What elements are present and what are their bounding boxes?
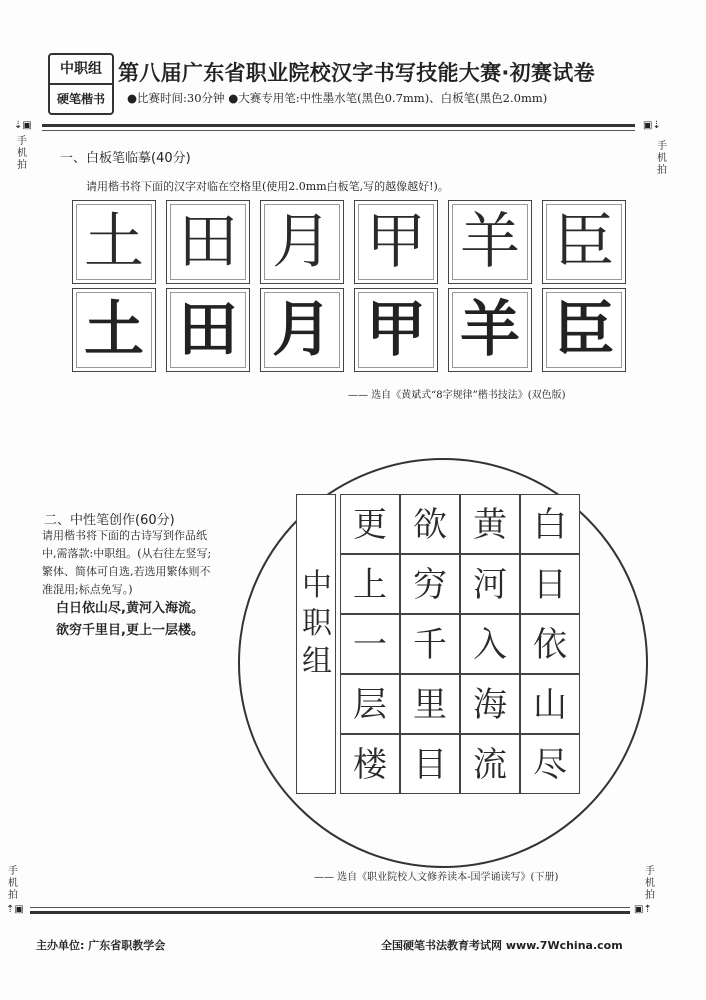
poem-line-1: 白日依山尽,黄河入海流。	[56, 601, 204, 616]
poem-char-cell	[460, 734, 520, 794]
poem-char: 层	[353, 685, 387, 725]
signature-text: 中 职 组	[302, 568, 332, 679]
char-text: 土	[84, 207, 144, 277]
footer-rule	[30, 911, 630, 914]
side-label-bottom-left: 手机拍	[8, 866, 18, 901]
poem-char-cell	[520, 674, 580, 734]
model-char-cell	[260, 200, 344, 284]
copy-char-cell	[72, 288, 156, 372]
side-label-top-right: 手机拍	[657, 141, 667, 176]
poem-char-cell	[460, 674, 520, 734]
poem-char-cell	[520, 614, 580, 674]
badge-group-label: 中职组	[50, 55, 112, 85]
poem-char-cell	[400, 734, 460, 794]
section2-title: 二、中性笔创作(60分)	[44, 513, 175, 528]
char-text: 月	[272, 207, 332, 277]
section2-source: —— 选自《职业院校人文修养读本-国学诵读写》(下册)	[314, 872, 559, 883]
char-text: 臣	[554, 295, 614, 365]
footer-organizer: 主办单位: 广东省职教学会	[36, 939, 166, 952]
group-badge	[48, 53, 114, 115]
side-label-top-left: 手机拍	[17, 136, 27, 171]
model-char-cell	[542, 200, 626, 284]
header-rule-thin	[42, 130, 635, 131]
poem-char-cell	[460, 554, 520, 614]
exam-subtitle: ●比赛时间:30分钟 ●大赛专用笔:中性墨水笔(黑色0.7mm)、白板笔(黑色2.0mm)	[127, 91, 548, 105]
poem-char-cell	[520, 734, 580, 794]
poem-char: 里	[413, 685, 447, 725]
char-text: 田	[178, 207, 238, 277]
char-text: 甲	[366, 207, 426, 277]
poem-char: 河	[473, 565, 507, 605]
poem-char: 穷	[413, 565, 447, 605]
char-text: 土	[84, 295, 144, 365]
camera-arrow-icon: ⇡▣	[6, 904, 24, 915]
char-text: 臣	[554, 207, 614, 277]
char-text: 羊	[460, 207, 520, 277]
char-text: 甲	[366, 295, 426, 365]
model-char-cell	[448, 200, 532, 284]
section1-instruction: 请用楷书将下面的汉字对临在空格里(使用2.0mm白板笔,写的越像越好!)。	[86, 180, 449, 193]
signature-column	[296, 494, 336, 794]
poem-char: 千	[413, 625, 447, 665]
poem-char: 入	[473, 625, 507, 665]
char-text: 羊	[460, 295, 520, 365]
char-text: 田	[178, 295, 238, 365]
poem-char: 海	[473, 685, 507, 725]
poem-char: 尽	[533, 745, 567, 785]
poem-char-cell	[340, 554, 400, 614]
section1-title: 一、白板笔临摹(40分)	[60, 151, 191, 166]
section2-instruction: 请用楷书将下面的古诗写到作品纸中,需落款:中职组。(从右往左竖写;繁体、简体可自选,若选用繁体则不准混用;标点免写。)	[42, 529, 212, 596]
poem-char: 上	[353, 565, 387, 605]
poem-line-2: 欲穷千里目,更上一层楼。	[56, 623, 204, 638]
poem-char: 欲	[413, 505, 447, 545]
badge-style-label: 硬笔楷书	[56, 92, 105, 106]
poem-char: 山	[533, 685, 567, 725]
copy-char-cell	[542, 288, 626, 372]
camera-arrow-icon: ⇣▣	[14, 120, 32, 131]
poem-char-cell	[460, 614, 520, 674]
poem-char-cell	[340, 614, 400, 674]
side-label-bottom-right: 手机拍	[645, 866, 655, 901]
poem-char: 白	[533, 505, 567, 545]
poem-char-cell	[400, 614, 460, 674]
model-char-cell	[166, 200, 250, 284]
header-rule	[42, 124, 635, 127]
poem-char-cell	[340, 734, 400, 794]
footer-rule-thin	[30, 907, 630, 908]
poem-char: 更	[353, 505, 387, 545]
poem-char: 黄	[473, 505, 507, 545]
poem-char-cell	[400, 494, 460, 554]
poem-char: 目	[413, 745, 447, 785]
poem-char-cell	[400, 674, 460, 734]
poem-char: 日	[533, 565, 567, 605]
copy-char-cell	[166, 288, 250, 372]
poem-char-cell	[520, 494, 580, 554]
poem-char: 依	[533, 625, 567, 665]
section1-source: —— 选自《黄斌式“8字规律”楷书技法》(双色版)	[348, 390, 566, 401]
poem-char: 一	[353, 625, 387, 665]
poem-char: 流	[473, 745, 507, 785]
model-char-cell	[354, 200, 438, 284]
poem-char-cell	[460, 494, 520, 554]
copy-char-cell	[354, 288, 438, 372]
poem-char-cell	[520, 554, 580, 614]
model-char-cell	[72, 200, 156, 284]
poem-char-cell	[400, 554, 460, 614]
char-text: 月	[272, 295, 332, 365]
poem-char-cell	[340, 494, 400, 554]
exam-title: 第八届广东省职业院校汉字书写技能大赛·初赛试卷	[118, 61, 595, 85]
camera-arrow-icon: ▣⇣	[643, 120, 661, 131]
poem-char: 楼	[353, 745, 387, 785]
copy-char-cell	[260, 288, 344, 372]
copy-char-cell	[448, 288, 532, 372]
poem-char-cell	[340, 674, 400, 734]
footer-website: 全国硬笔书法教育考试网 www.7Wchina.com	[381, 939, 623, 952]
camera-arrow-icon: ▣⇡	[634, 904, 652, 915]
